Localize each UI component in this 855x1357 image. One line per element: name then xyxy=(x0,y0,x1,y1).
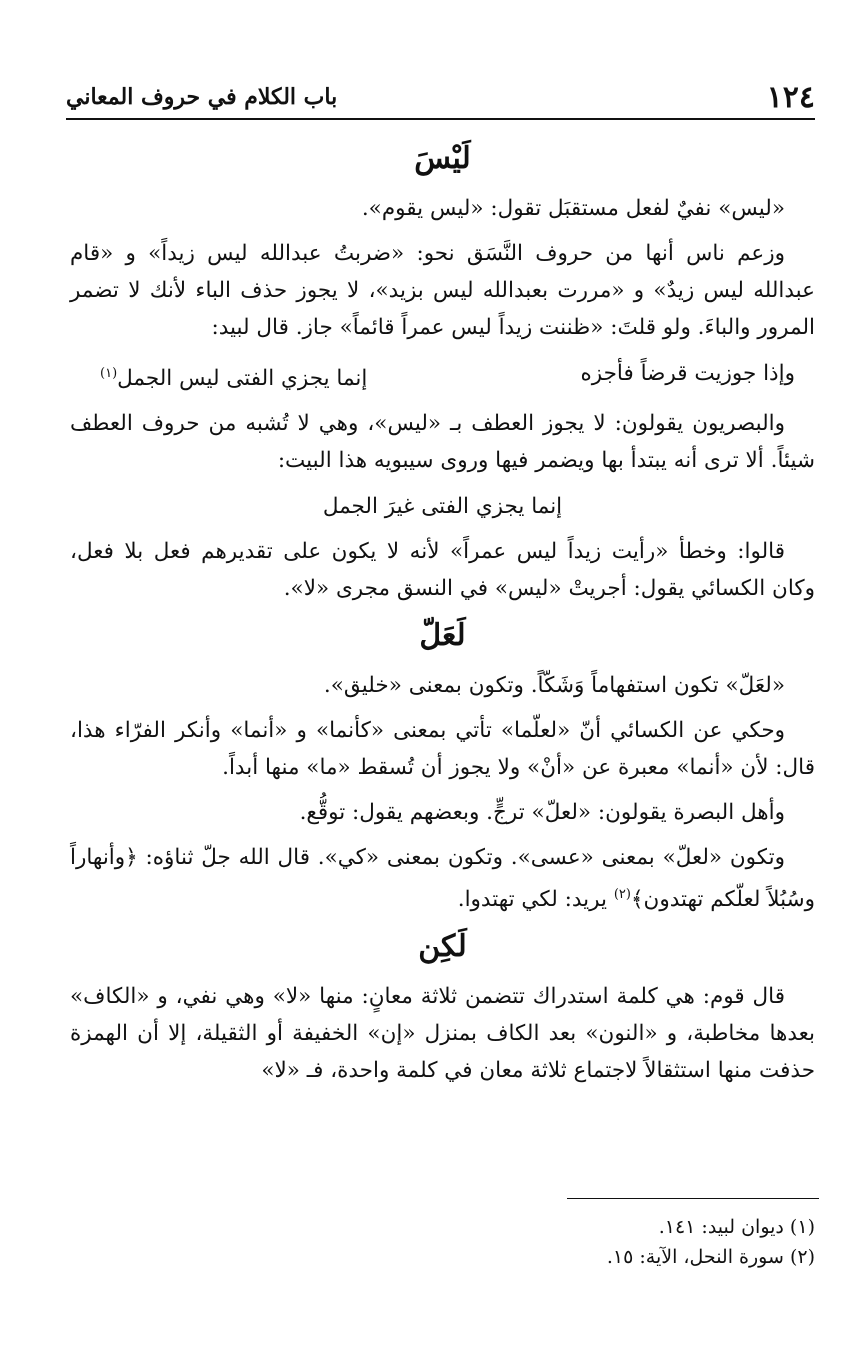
paragraph: وزعم ناس أنها من حروف النَّسَق نحو: «ضربتُ عبدالله ليس زيداً» و «قام عبدالله ليس زيدٌ» و «مررت بعبدالله ليس بزيد»، لا يجوز حذف الباء لأنك لا تضمر المرور والباءَ. ولو قلتَ: «ظننت زيداً ليس عمراً قائماً» جاز. قال لبيد: xyxy=(70,241,815,340)
main-text xyxy=(70,132,815,1097)
verse-hemistich-first: وإذا جوزيت قرضاً فأجزه xyxy=(580,361,795,386)
paragraph: والبصريون يقولون: لا يجوز العطف بـ «ليس»، وهي لا تُشبه من حروف العطف شيئاً. ألا ترى أنه يبتدأ بها ويضمر فيها وروى سيبويه هذا البيت: xyxy=(70,411,815,474)
footnotes xyxy=(70,1212,815,1272)
verse-hemistich-second-text: إنما يجزي الفتى ليس الجمل xyxy=(117,366,368,392)
footnote-marker[interactable]: (١) xyxy=(100,366,118,381)
footnote-divider xyxy=(567,1198,819,1199)
verse-hemistich-second xyxy=(100,354,367,399)
running-title: باب الكلام في حروف المعاني xyxy=(66,84,338,110)
footnote-item: (٢) سورة النحل، الآية: ١٥. xyxy=(606,1246,815,1268)
paragraph: وحكي عن الكسائي أنّ «لعلّما» تأتي بمعنى «كأنما» و «أنما» وأنكر الفرّاء هذا، قال: لأن «أنما» معبرة عن «أنْ» ولا يجوز أن تُسقط «ما» منها أبداً. xyxy=(70,718,815,781)
paragraph-text: وتكون «لعلّ» بمعنى «عسى». وتكون بمعنى «كي». قال الله جلّ ثناؤه: ﴿وأنهاراً وسُبُلاً لعلّكم تهتدون﴾ xyxy=(70,845,815,913)
section-title-lakin: لَكِن xyxy=(418,929,467,965)
verse-line xyxy=(100,354,795,399)
paragraph: قالوا: وخطأ «رأيت زيداً ليس عمراً» لأنه لا يكون على تقديرهم فعل بلا فعل، وكان الكسائي يقول: أجريتْ «ليس» في النسق مجرى «لا». xyxy=(70,539,815,602)
section-title-laalla: لَعَلّ xyxy=(419,618,466,654)
paragraph: «لعَلّ» تكون استفهاماً وَشَكّاً. وتكون بمعنى «خليق». xyxy=(323,673,785,699)
footnote-item: (١) ديوان لبيد: ١٤١. xyxy=(658,1216,815,1238)
footnote-marker[interactable]: (٢) xyxy=(613,887,631,903)
page-header xyxy=(66,78,815,120)
paragraph: «ليس» نفيٌ لفعل مستقبَل تقول: «ليس يقوم». xyxy=(361,196,785,221)
paragraph: قال قوم: هي كلمة استدراك تتضمن ثلاثة معانٍ: منها «لا» وهي نفي، و «الكاف» بعدها مخاطبة، و «النون» بعد الكاف بمنزل «إن» الخفيفة أو الثقيلة، إلا أن الهمزة حذفت منها استثقالاً لاجتماع ثلاثة معان في كلمة واحدة، فـ «لا» xyxy=(70,984,815,1084)
verse-line: إنما يجزي الفتى غيرَ الجمل xyxy=(322,494,563,520)
paragraph xyxy=(70,839,815,918)
paragraph-text: يريد: لكي تهتدوا. xyxy=(457,887,614,913)
paragraph: وأهل البصرة يقولون: «لعلّ» ترجٍّ. وبعضهم يقول: توقُّع. xyxy=(299,800,785,826)
section-title-laysa: لَيْسَ xyxy=(414,141,471,176)
page-number: ١٢٤ xyxy=(766,80,815,115)
